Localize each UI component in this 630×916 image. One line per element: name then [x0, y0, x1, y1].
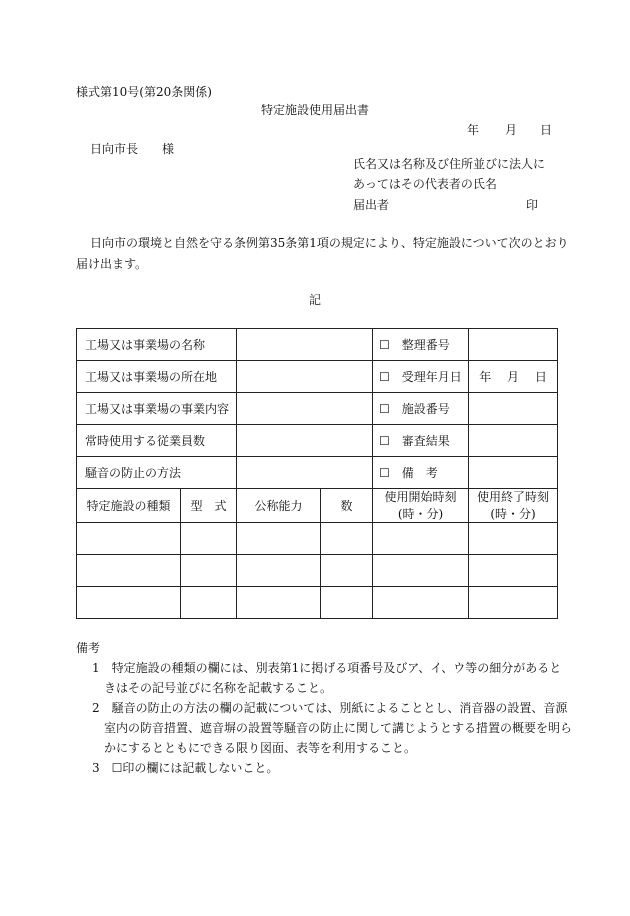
note-2-line1: 2 騒音の防止の方法の欄の記載については、別紙によることとし、消音器の設置、音源: [92, 701, 568, 715]
note-3: 3 ☐印の欄には記載しないこと。: [92, 761, 279, 775]
input-facility-address[interactable]: [237, 361, 373, 393]
cell-model[interactable]: [181, 523, 237, 555]
col-quantity: 数: [321, 489, 373, 523]
cell-quantity[interactable]: [321, 523, 373, 555]
table-row: [77, 555, 558, 587]
form-number: 様式第10号(第20条関係): [76, 85, 212, 99]
col-nominal-capacity: 公称能力: [237, 489, 321, 523]
cell-quantity[interactable]: [321, 587, 373, 619]
table-row: [77, 523, 558, 555]
cell-start-time[interactable]: [373, 587, 469, 619]
table-row: [77, 393, 558, 425]
input-business-content[interactable]: [237, 393, 373, 425]
col-end-time-line1: 使用終了時刻: [477, 490, 550, 505]
cell-capacity[interactable]: [237, 555, 321, 587]
note-1-line1: 1 特定施設の種類の欄には、別表第1に掲げる項番号及びア、イ、ウ等の細分があると: [92, 661, 562, 675]
input-review-result: [469, 425, 558, 457]
cell-quantity[interactable]: [321, 555, 373, 587]
cell-end-time[interactable]: [469, 555, 558, 587]
addressee-name: 日向市長: [90, 142, 139, 156]
note-2-line3: かにするとともにできる限り図面、表等を利用すること。: [92, 741, 417, 755]
col-end-time: [469, 489, 558, 523]
label-employee-count: 常時使用する従業員数: [77, 425, 237, 457]
table-header-row: [77, 489, 558, 523]
input-remarks: [469, 457, 558, 489]
applicant-caption-line1: 氏名又は名称及び住所並びに法人に: [353, 157, 546, 171]
cell-end-time[interactable]: [469, 587, 558, 619]
table-row: [77, 587, 558, 619]
cell-facility-type[interactable]: [77, 523, 181, 555]
label-facility-name: 工場又は事業場の名称: [77, 329, 237, 361]
input-facility-name[interactable]: [237, 329, 373, 361]
label-remarks: ☐ 備 考: [373, 457, 469, 489]
table-row: [77, 425, 558, 457]
label-receipt-date: ☐ 受理年月日: [373, 361, 469, 393]
addressee-honorific: 様: [162, 142, 175, 156]
cell-facility-type[interactable]: [77, 587, 181, 619]
table-row: [77, 329, 558, 361]
label-facility-number: ☐ 施設番号: [373, 393, 469, 425]
note-2-line2: 室内の防音措置、遮音塀の設置等騒音の防止に関して講じようとする措置の概要を明ら: [92, 721, 573, 735]
cell-start-time[interactable]: [373, 523, 469, 555]
cell-capacity[interactable]: [237, 523, 321, 555]
col-start-time-line2: (時・分): [397, 506, 444, 521]
note-1-line2: きはその記号並びに名称を記載すること。: [92, 681, 333, 695]
col-start-time-line1: 使用開始時刻: [384, 490, 457, 505]
date-year-label: 年: [467, 123, 480, 137]
receipt-date-value: 年 月 日: [469, 361, 558, 393]
cell-facility-type[interactable]: [77, 555, 181, 587]
input-noise-prevention[interactable]: [237, 457, 373, 489]
applicant-caption-line2: あってはその代表者の氏名: [353, 177, 497, 191]
input-employee-count[interactable]: [237, 425, 373, 457]
cell-start-time[interactable]: [373, 555, 469, 587]
table-row: [77, 361, 558, 393]
input-reference-number: [469, 329, 558, 361]
document-title: 特定施設使用届出書: [260, 103, 369, 117]
col-model: 型 式: [181, 489, 237, 523]
cell-model[interactable]: [181, 555, 237, 587]
addressee: [90, 143, 174, 155]
col-facility-type: 特定施設の種類: [77, 489, 181, 523]
label-business-content: 工場又は事業場の事業内容: [77, 393, 237, 425]
notes-title: 備考: [76, 641, 101, 655]
col-end-time-line2: (時・分): [490, 506, 536, 521]
input-facility-number: [469, 393, 558, 425]
col-start-time: [373, 489, 469, 523]
cell-model[interactable]: [181, 587, 237, 619]
ki-marker: 記: [308, 293, 321, 307]
label-reference-number: ☐ 整理番号: [373, 329, 469, 361]
body-text-line2: 届け出ます。: [76, 257, 148, 271]
label-facility-address: 工場又は事業場の所在地: [77, 361, 237, 393]
cell-end-time[interactable]: [469, 523, 558, 555]
seal-mark: 印: [526, 198, 539, 212]
label-review-result: ☐ 審査結果: [373, 425, 469, 457]
body-text-line1: 日向市の環境と自然を守る条例第35条第1項の規定により、特定施設について次のとおり: [90, 236, 569, 250]
applicant-label: 届出者: [353, 198, 390, 212]
label-noise-prevention: 騒音の防止の方法: [77, 457, 237, 489]
notification-table: [76, 328, 558, 619]
date-day-label: 日: [540, 123, 553, 137]
date-month-label: 月: [505, 123, 518, 137]
table-row: [77, 457, 558, 489]
cell-capacity[interactable]: [237, 587, 321, 619]
